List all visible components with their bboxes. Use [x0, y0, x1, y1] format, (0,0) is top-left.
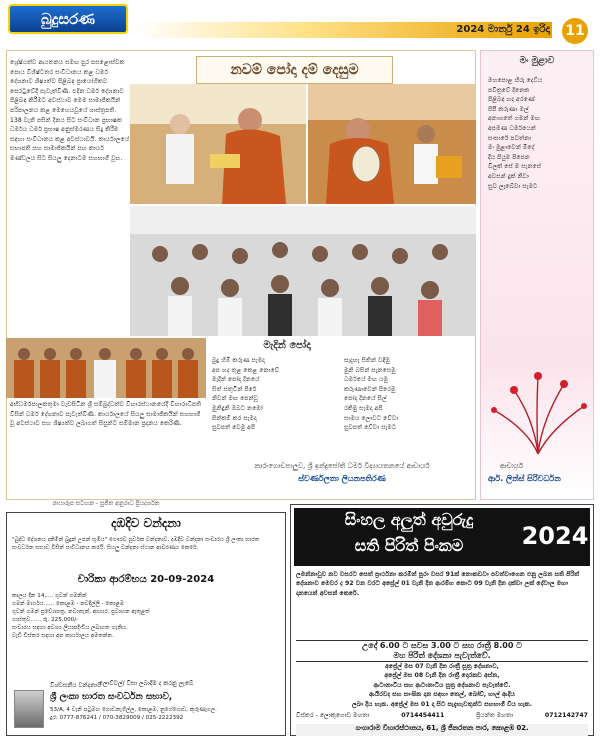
pirith-ad-contacts [296, 712, 588, 724]
photo-credit: ඡායාරූප සටහන - සුජිත අනුරාධ ප්‍රියදර්ශන [52, 500, 160, 507]
photo-monks-group [6, 338, 206, 398]
side-poem-author: ආර්. ලින්ස් සිරිවර්ධන [488, 474, 561, 483]
poem-medin-author-note: නාරංගොඩපාලුව, ශ්‍රී ඉන්ද්‍රජෝති ධර්ම විද්‍යායතනයේ ආචාර්ය [254, 462, 430, 470]
pirith-ad-times: උදේ 6.00 ට සවස 3.00 ට සහ රාත්‍රී 8.00 ට මහ පිරිත් දේශනා පැවැත්වේ. [296, 640, 588, 662]
side-poem-text: මහපොළ හිරු දෙව්ය පවිත්‍රවේ දිනෙක පිළිබඳ හද අරණේ පිපී කරුණා මල් අනාගතේ ගමන් මඟ අපමණ ධර්මයෙන් සංසාරේ පවත්නා මං මුළාවෙන් මිදේ දිය පියුම පිපෙන විලක් සේ ම සැනසේ අවසන් දුක් නිවා සුව ලැබේවා සැමට [488, 77, 543, 190]
contact-phone-a: 0714454411 [401, 712, 445, 719]
page-number: 11 [562, 18, 588, 44]
photo-caption: අභිධර්මපාලකතුමා වැඩසිටින ශ්‍රී සම්බුද්ධත්ව විහාරස්ථානයේදී විහාරාධිපති විසින් ධර්ම දේශනාව පැවැත්විණි. කාර්යාලයේ සියලු සාමාජිකයින් සහභාගී වූ අවස්ථාව සහ ශිෂ්‍යත්ව ලබාගත් සිසුන්ට සම්මාන ප්‍රදානය කෙරිණි. [10, 401, 202, 428]
side-poem-title: මං මුළාව [519, 56, 555, 66]
pilgrimage-ad-title: දඹදිව වන්දනා [111, 516, 181, 530]
photo-audience [130, 206, 476, 336]
pirith-ad-title-line1: සිංහල අලුත් අවුරුදු [344, 510, 474, 529]
pirith-ad-address: ගංගාරාම විහාරස්ථානය, 61, ශ්‍රී ජිනරතන පාර, කොළඹ 02. [296, 724, 588, 736]
main-article-title: නවම් පෝදා දම් දෙසුම [196, 56, 393, 84]
pilgrimage-ad-org-label: විශ්වසනීය වන්දනාව [50, 682, 102, 689]
side-poem-author-prefix: ආචාර්ය [500, 462, 524, 470]
poem-medin-title: මැදින් පෝදා [263, 340, 311, 351]
pilgrimage-ad-start-date: චාරිකා ආරම්භය 20-09-2024 [77, 574, 215, 585]
poem-medin-col-a: බුදු හිමි කරුණ සැමදා අප හද තුළ කෙළ නොවේ මැදින් පෝදා දිනයේ සිත් සතුටින් පිරේ නිවන් මඟ පෙන්වූ මුනිඳුනි ඔබට නමෝ පින්කම් කර සැමදා සුවපත් වෙමු අපි [212, 357, 280, 432]
organizer-photo [14, 690, 44, 728]
pilgrimage-ad-note: ලොව්වල්/ වීසා ලබාදීම ද කරනු ලැබේ [98, 680, 194, 687]
pilgrimage-ad-intro: "බුද්ධ දේශනය දකිමින් බුදුන් උපන් භූමිය" ගෞරව පූර්වක වන්දනාව. දඹදිව වන්දනා සංචාරය ශ්‍රී ලංකා භාරත සංවර්ධන සභාව විසින් සංවිධානය කරයි. සියලු වන්දනා ස්ථාන ආවරණය කෙරේ. [12, 537, 260, 551]
contact-name-b: ප්‍රියන්ත මහතා [476, 712, 514, 719]
photo-monk-ceremony [130, 84, 306, 204]
newspaper-logo: බුදුසරණ [8, 4, 128, 34]
issue-date: 2024 මාර්තු 24 ඉරිදා [456, 24, 550, 35]
flower-illustration [484, 370, 592, 454]
pilgrimage-ad-details: කාලය දින 14..... ගුවන් ගමනින් ගමන් මාර්ගය...... කොළඹ - නවදිල්ලි - කොළඹ ගුවන් ගමන් ප්‍රවේශපත්‍ර, නවාතැන්, ආහාර, ප්‍රවාහන ඇතුළත් ගාස්තුව...... රු. 225,000/- සංචාරය සඳහා අවශ්‍ය ලියාපදිංචිය ලබාගත හැකිය. වැඩි විස්තර සඳහා අප කාර්යාලය අමතන්න. [12, 593, 150, 639]
poem-medin-col-b: සැදැහැ සිතින් වඳිමු මුනි බසින් සැනසෙමු ධර්මයේ මඟ යමු කරුණාවෙන් පිරෙමු පෝදා දිනයේ සිල් රකිමු සැමදා අපි සාමය ලොවට වේවා සුවපත් වේවා සැමට [344, 357, 399, 432]
contact-phone-b: 0712142747 [544, 712, 588, 719]
pirith-ad-year: 2024 [521, 522, 589, 550]
pirith-ad-schedule: අප්‍රේල් මස 07 වැනි දින රාත්‍රී සූත්‍ර දේශනාව, අප්‍රේල් මස 08 වැනි දින රාත්‍රී දොරකඩ අස්න, ආටානාටිය සහ ආටානාටිය සූත්‍ර දේශනාව පැවැත්වේ. ආයිරවද සහ සාංඝික දාන සඳහා තෙල්, බෝඩ්, හාල් ආදිය ලබා දිය හැක. අප්‍රේල් මස 01 දා සිට සැදැහැවතුන්ට සහභාගී විය හැක. [351, 663, 533, 708]
poem-medin-author: ස්වර්ණලතා ලියනපතිරණ [298, 474, 386, 483]
pirith-ad-body: ලමන්නාවුව නව වසරට සෙත් ප්‍රාර්ථනා කරමින් පුරා වසර 91ක් නොකඩවා පවත්වාගෙන එනු ලබන සති පිරිත් දේශනාව මෙවර ද 92 වන වරට අප්‍රේල් 01 වැනි දින ආරම්භ කොට 09 වැනි දින දක්වා ලක් දේවාල මහා දානයෙන් අවසන් කෙරේ. [296, 571, 580, 597]
contact-name-a: විස්තර - ලොකුගොඩ මහතා [296, 712, 370, 719]
pirith-ad-title-line2: සති පිරිත් පිංකම [354, 536, 464, 555]
pilgrimage-ad-address: 53/A, 4 වැනි පටුමඟ ගොඩනැගිල්ල, කොළඹ, නුගේගොඩ, කුරුණෑගල. දුර: 0777-876241 / 070-3829009 / 025-2222392 [50, 707, 217, 721]
pilgrimage-ad-org: ශ්‍රී ලංකා භාරත සංවර්ධන සභාව, [50, 692, 173, 702]
main-article-text: ශ්‍රේෂ්ඨත්ව ආයතනය සමඟ පුර පසළොස්වක පොය විශිෂ්ටතර සංවිධානය කළ ධර්ම දේශනාව ශිෂ්‍යත්ව පිළිබඳ ප්‍රායෝගිකව පෙරටුවේදී පැවැත්විණි. එදින ධර්ම දේශනාව පිළිබඳ කිරීමට අවස්ථාව මෙම සාමාජිකයින් පරිපාලනය කළ මෙහෙයවූයේ ශාස්ත්‍රපති. 138 වැනි පසින් දිනය සිට සංවිධාන ප්‍රභාෂක ධර්මය ධර්ම ප්‍රභාෂ අනුස්මරණය සිදු කිරීම සඳහා සංවිධානය කළ අවස්ථාවයි. කාර්යාලයේ සභාපති සහ සාමාජිකයින් සහ කාර්ය මණ්ඩලය සිට සියලු දෙනාටම සහභාගී වූහ. [10, 59, 130, 162]
photo-award-presentation [308, 84, 476, 204]
